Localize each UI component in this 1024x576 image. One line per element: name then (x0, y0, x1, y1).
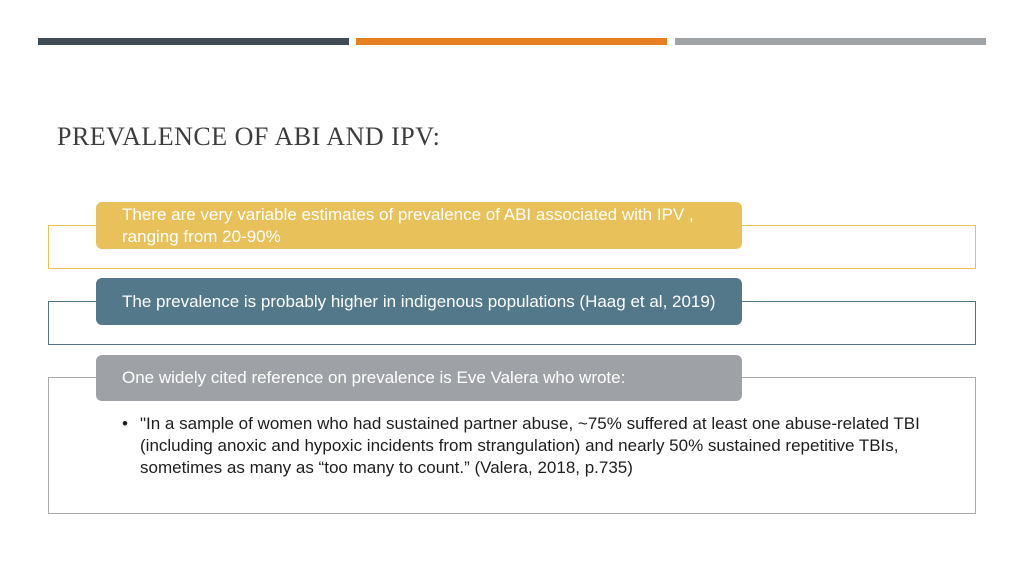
box-1-text: There are very variable estimates of prevalence of ABI associated with IPV , ranging from 20-90% (122, 204, 694, 246)
accent-bar-gray (675, 38, 986, 45)
quote-bullet (122, 413, 922, 479)
box-3-text: One widely cited reference on prevalence is Eve Valera who wrote: (122, 368, 626, 387)
box-3-header (96, 355, 742, 401)
accent-bar-orange (356, 38, 667, 45)
box-2-header (96, 278, 742, 325)
box-2-text: The prevalence is probably higher in indigenous populations (Haag et al, 2019) (122, 291, 716, 311)
box-1-header (96, 202, 742, 249)
accent-bar-dark (38, 38, 349, 45)
bullet-icon: • (122, 414, 128, 433)
slide-title: PREVALENCE OF ABI AND IPV: (57, 122, 441, 151)
quote-text: "In a sample of women who had sustained partner abuse, ~75% suffered at least one abuse-related TBI (including anoxic and hypoxic incidents from strangulation) and nearly 50% sustained repetitive TBIs, sometimes as many as “too many to count.” (Valera, 2018, p.735) (140, 414, 920, 477)
